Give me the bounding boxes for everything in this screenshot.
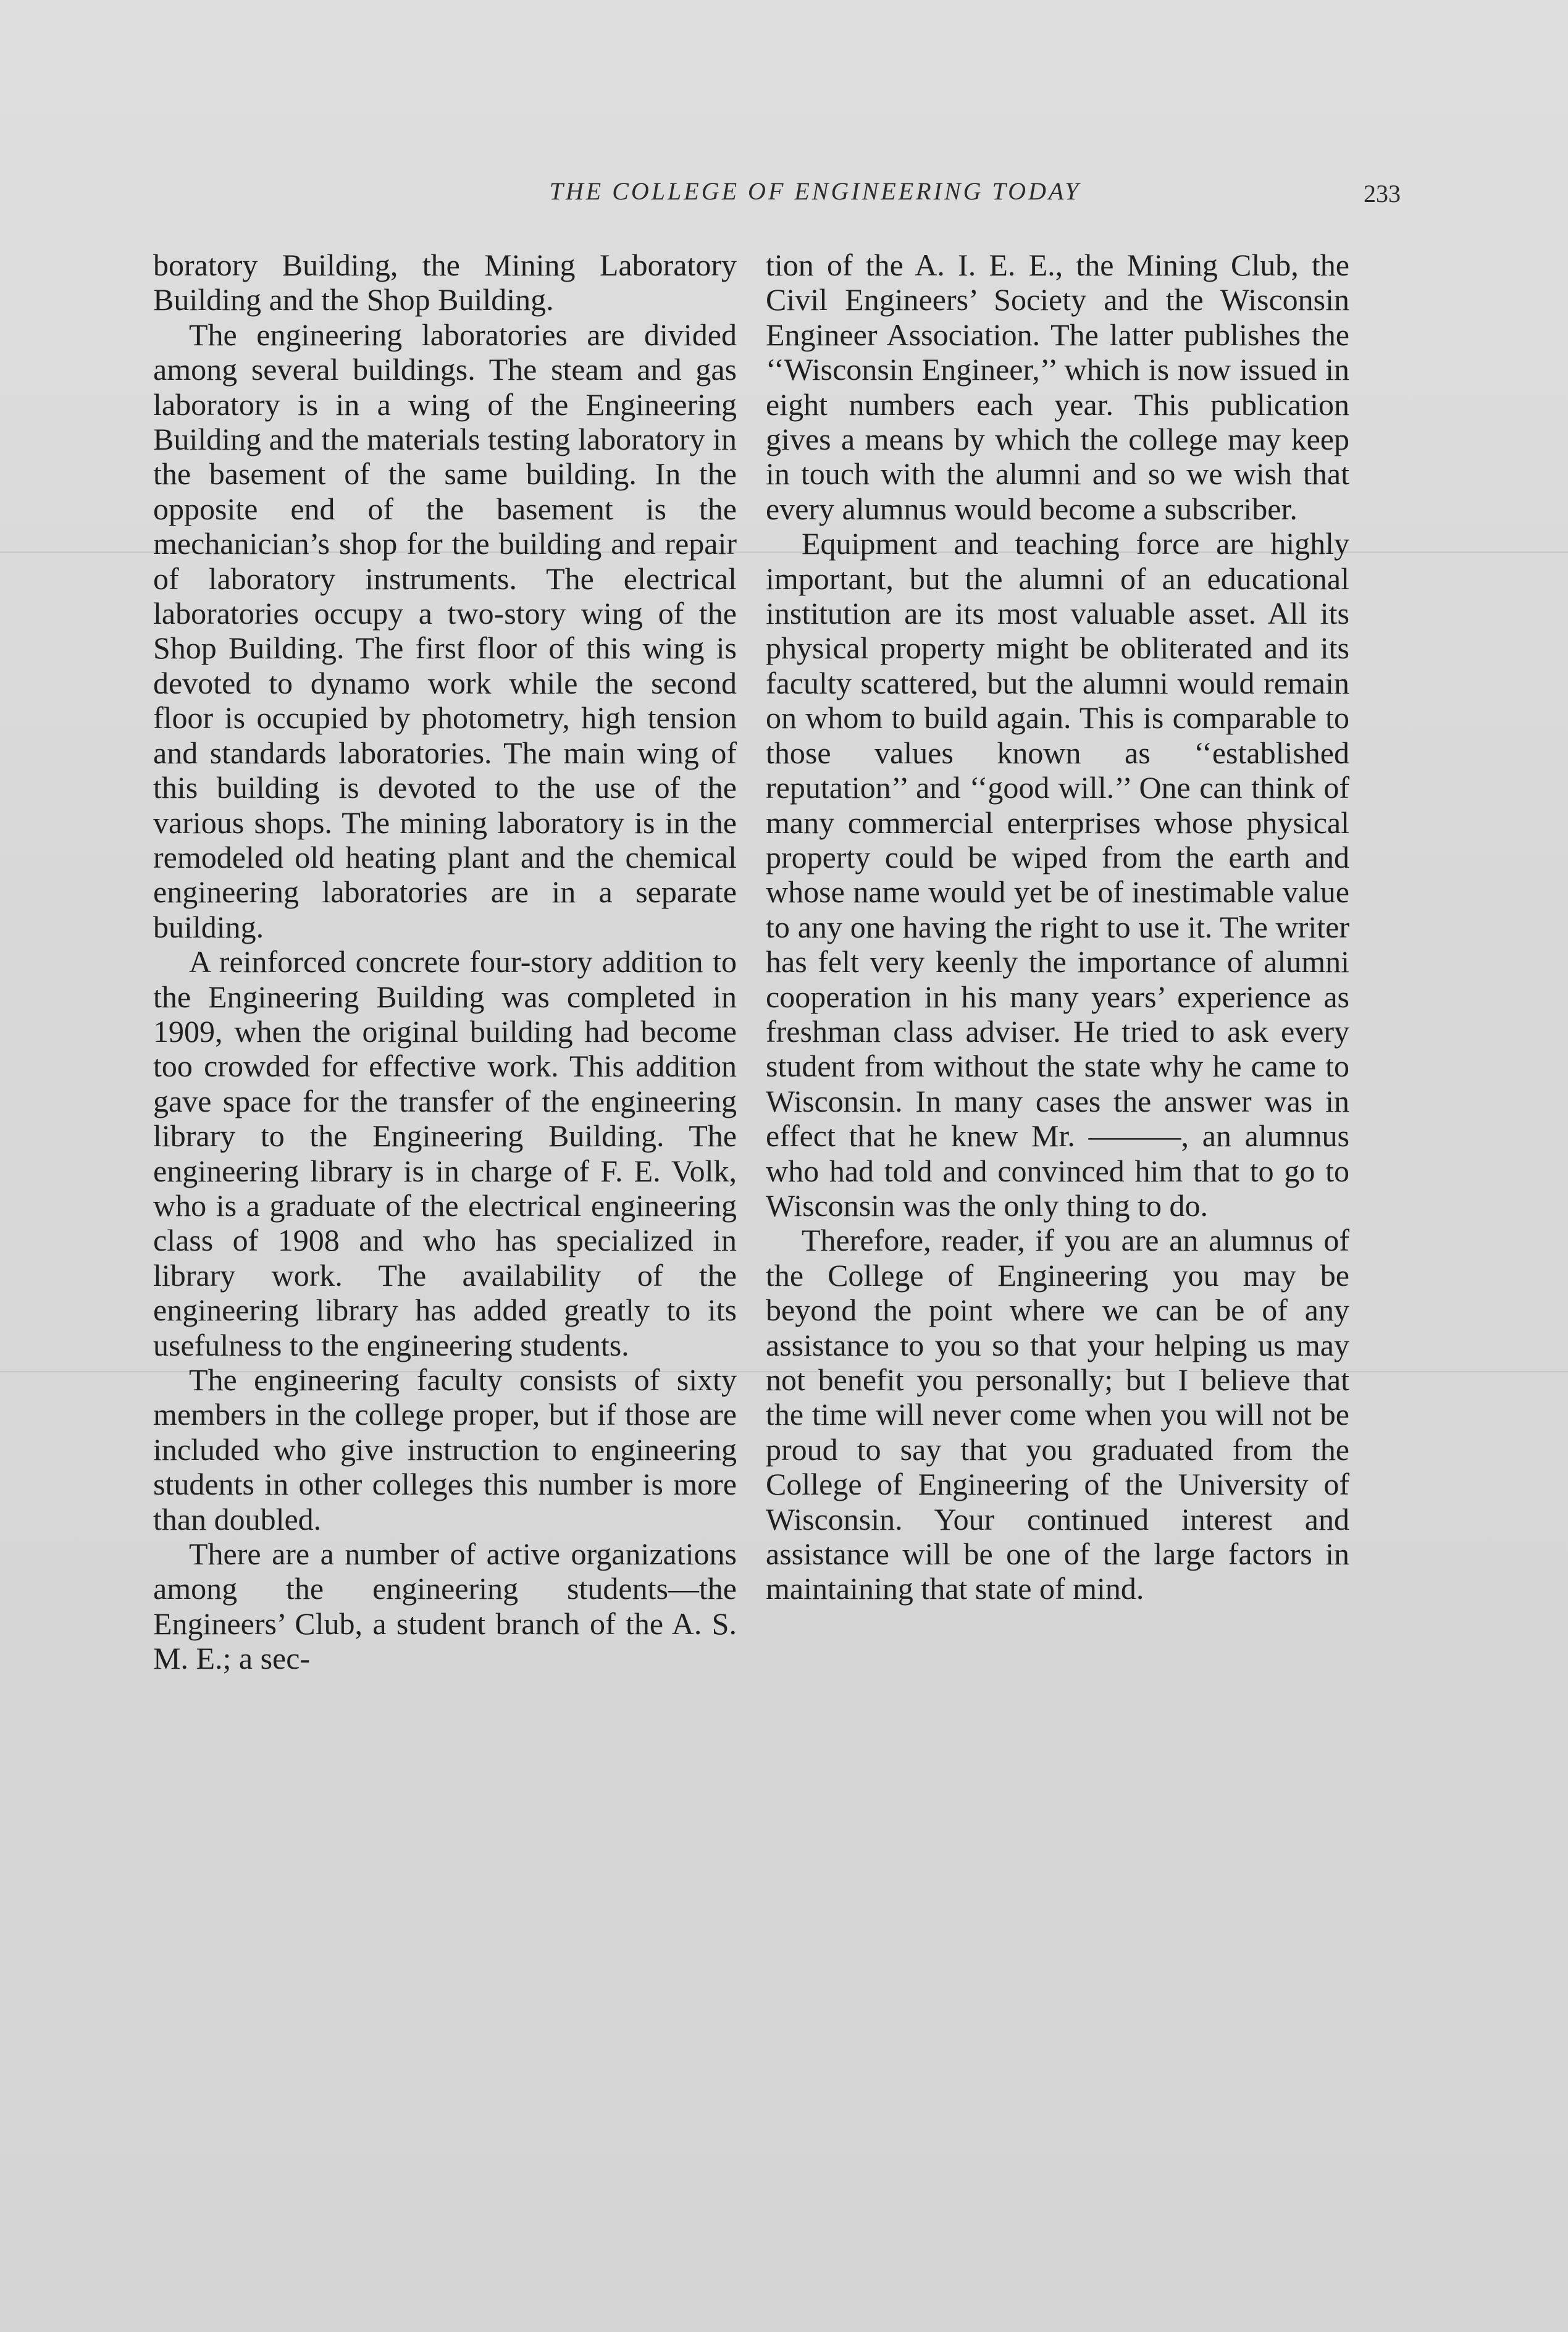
paragraph: boratory Building, the Mining Laboratory Building and the Shop Building.: [153, 248, 737, 317]
paragraph: Therefore, reader, if you are an alumnus of the College of Engineering you may be beyond the point where we can be of any assistance to you so that your helping us may not benefit you personally; but I believe that the time will never come when you will not be proud to say that you graduated from the College of Engineering of the University of Wisconsin. Your continued interest and assistance will be one of the large factors in maintaining that state of mind.: [766, 1223, 1349, 1606]
left-text-column: [153, 248, 737, 1676]
paragraph: Equipment and teaching force are highly important, but the alumni of an educational institution are its most valuable asset. All its physical property might be obliterated and its faculty scattered, but the alumni would remain on whom to build again. This is comparable to those values known as ‘‘established reputation’’ and ‘‘good will.’’ One can think of many commercial enterprises whose physical property could be wiped from the earth and whose name would yet be of inestimable value to any one having the right to use it. The writer has felt very keenly the importance of alumni cooperation in his many years’ experience as freshman class adviser. He tried to ask every student from without the state why he came to Wisconsin. In many cases the answer was in effect that he knew Mr. ———, an alumnus who had told and convinced him that to go to Wisconsin was the only thing to do.: [766, 526, 1349, 1223]
running-title: THE COLLEGE OF ENGINEERING TODAY: [549, 177, 1081, 205]
paragraph: The engineering laboratories are divided among several buildings. The steam and gas laboratory is in a wing of the Engineering Building and the materials testing laboratory in the basement of the same building. In the opposite end of the basement is the mechanician’s shop for the building and repair of laboratory instruments. The electrical laboratories occupy a two-story wing of the Shop Building. The first floor of this wing is devoted to dynamo work while the second floor is occupied by photometry, high tension and standards laboratories. The main wing of this building is devoted to the use of the various shops. The mining laboratory is in the remodeled old heating plant and the chemical engineering laboratories are in a separate building.: [153, 317, 737, 944]
paragraph: A reinforced concrete four-story addition to the Engineering Building was completed in 1909, when the original building had become too crowded for effective work. This addition gave space for the transfer of the engineering library to the Engineering Building. The engineering library is in charge of F. E. Volk, who is a graduate of the electrical engineering class of 1908 and who has specialized in library work. The availability of the engineering library has added greatly to its usefulness to the engineering students.: [153, 944, 737, 1362]
paragraph: The engineering faculty consists of sixty members in the college proper, but if those are included who give instruction to engineering students in other colleges this number is more than doubled.: [153, 1362, 737, 1537]
paragraph: There are a number of active organizations among the engineering students—the Engineers’ Club, a student branch of the A. S. M. E.; a sec-: [153, 1537, 737, 1676]
right-text-column: [766, 248, 1349, 1606]
page-number: 233: [1364, 180, 1401, 208]
paragraph: tion of the A. I. E. E., the Mining Club, the Civil Engineers’ Society and the Wisconsin Engineer Association. The latter publishes the ‘‘Wisconsin Engineer,’’ which is now issued in eight numbers each year. This publication gives a means by which the college may keep in touch with the alumni and so we wish that every alumnus would become a subscriber.: [766, 248, 1349, 526]
